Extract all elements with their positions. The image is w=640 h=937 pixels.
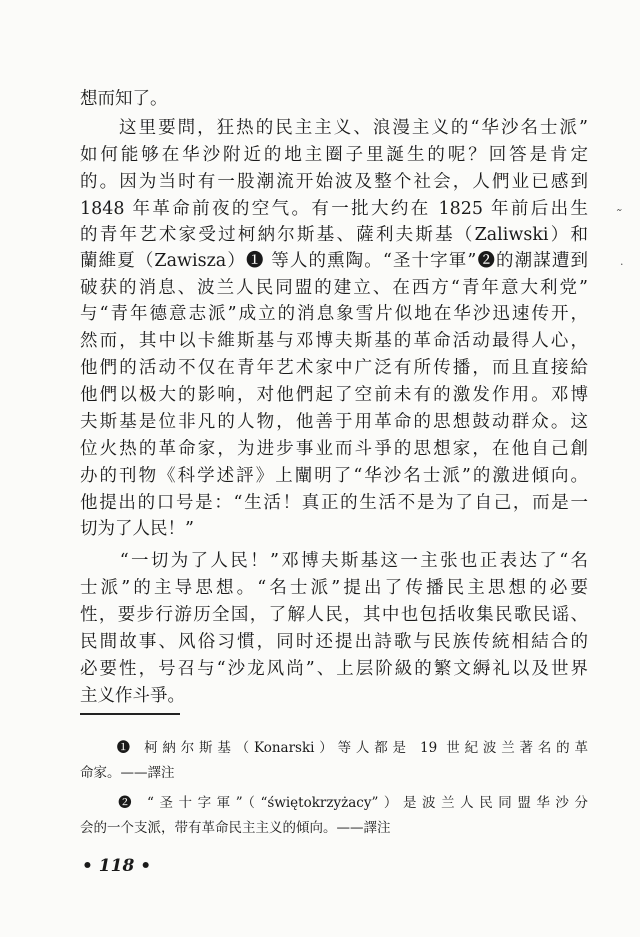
text-line: 民間故事、风俗习慣，同时还提出詩歌与民族传統相結合的: [80, 632, 588, 652]
text-line: 想而知了。: [80, 89, 168, 109]
text-line: “一切为了人民！”邓博夫斯基这一主张也正表达了“名: [80, 551, 588, 571]
text-line: 与“青年德意志派”成立的消息象雪片似地在华沙迅速传开，: [80, 304, 588, 324]
page-number: • 118 •: [82, 856, 152, 876]
footnote-line: 命家。——譯注: [80, 765, 175, 781]
text-line: 然而，其中以卡維斯基与邓博夫斯基的革命活动最得人心，: [80, 331, 588, 351]
text-line: 夫斯基是位非凡的人物，他善于用革命的思想鼓动群众。这: [80, 412, 588, 432]
footnote-divider: [80, 713, 180, 715]
text-line: 的。因为当时有一股潮流开始波及整个社会，人們业已感到: [80, 172, 588, 192]
text-line: 必要性，号召与“沙龙风尚”、上层阶級的繁文縟礼以及世界: [80, 659, 588, 679]
footnote-line: ❷ “圣十字軍”（“świętokrzyżacy”）是波兰人民同盟华沙分: [80, 795, 588, 811]
text-line: 主义作斗爭。: [80, 686, 185, 706]
text-line: 破获的消息、波兰人民同盟的建立、在西方“青年意大利党”: [80, 278, 588, 298]
text-line: 的青年艺术家受过柯納尔斯基、薩利夫斯基（Zaliwski）和: [80, 225, 588, 245]
footnote-line: ❶ 柯納尔斯基（Konarski）等人都是 19 世紀波兰著名的革: [80, 740, 588, 756]
text-line: 这里要問，狂热的民主主义、浪漫主义的“华沙名士派”: [80, 118, 588, 138]
scan-speck-icon: ·: [620, 258, 624, 271]
text-line: 他們的活动不仅在青年艺术家中广泛有所传播，而且直接給: [80, 358, 588, 378]
text-line: 1848 年革命前夜的空气。有一批大约在 1825 年前后出生: [80, 199, 588, 219]
text-line: 他提出的口号是：“生活！真正的生活不是为了自己，而是一: [80, 493, 588, 513]
text-line: 办的刊物《科学述評》上闡明了“华沙名士派”的激进傾向。: [80, 466, 588, 486]
text-line: 他們以极大的影响，对他們起了空前未有的激发作用。邓博: [80, 385, 588, 405]
text-line: 如何能够在华沙附近的地主圈子里誕生的呢？回答是肯定: [80, 145, 588, 165]
text-line: 切为了人民！”: [80, 519, 194, 539]
text-line: 士派”的主导思想。“名士派”提出了传播民主思想的必要: [80, 578, 588, 598]
footnote-line: 会的一个支派，带有革命民主主义的傾向。——譯注: [80, 820, 391, 836]
text-line: 蘭維夏（Zawisza）❶ 等人的熏陶。“圣十字軍”❷的潮謀遭到: [80, 251, 588, 271]
text-line: 位火热的革命家，为进步事业而斗爭的思想家，在他自己創: [80, 439, 588, 459]
text-line: 性，要步行游历全国，了解人民，其中也包括收集民歌民谣、: [80, 605, 588, 625]
